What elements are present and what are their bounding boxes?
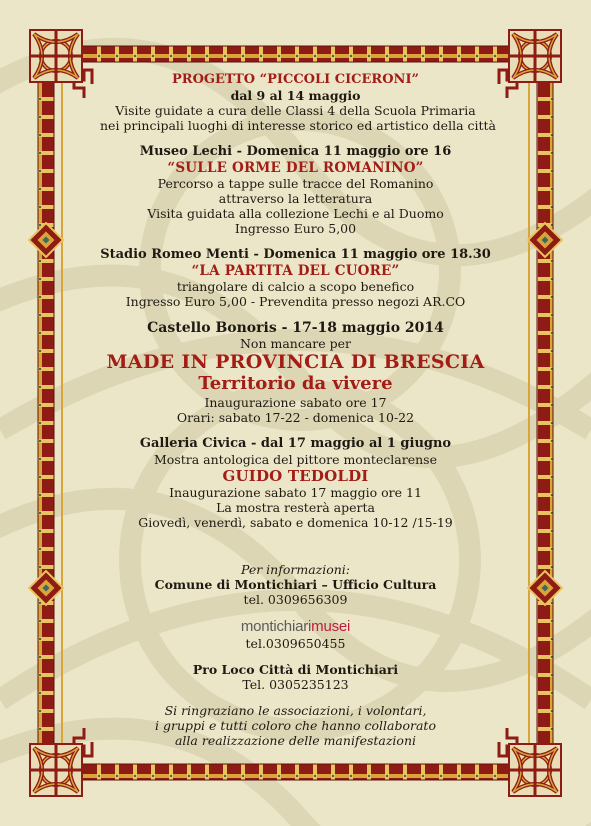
- diamond-ornament-icon: [528, 223, 562, 257]
- section-title: PROGETTO “PICCOLI CICERONI”: [172, 72, 419, 87]
- celtic-knot-icon: [30, 744, 82, 796]
- section-subtitle: Territorio da vivere: [198, 373, 393, 394]
- section-intro: Mostra antologica del pittore monteclarense: [154, 452, 437, 467]
- section-text: Ingresso Euro 5,00: [234, 221, 357, 236]
- thanks-text: alla realizzazione delle manifestazioni: [174, 733, 417, 748]
- logo-text-part2: musei: [311, 618, 351, 635]
- section-text: Visita guidata alla collezione Lechi e al Duomo: [147, 206, 444, 221]
- logo-text-part1: montichiari: [240, 618, 312, 635]
- thanks-text: i gruppi e tutti coloro che hanno collaborato: [155, 718, 436, 733]
- montichiari-musei-logo: [100, 618, 491, 636]
- info-label: Per informazioni:: [240, 562, 351, 577]
- info-phone: tel. 0309656309: [243, 592, 348, 607]
- info-office: Comune di Montichiari – Ufficio Cultura: [154, 577, 437, 592]
- info-phone: Tel. 0305235123: [242, 677, 349, 692]
- section-text: nei principali luoghi di interesse storico ed artistico della città: [100, 118, 496, 133]
- diamond-ornament-icon: [528, 571, 562, 605]
- section-text: attraverso la letteratura: [218, 191, 373, 206]
- section-header: Stadio Romeo Menti - Domenica 11 maggio ore 18.30: [100, 247, 491, 262]
- thanks-text: Si ringraziano le associazioni, i volontari,: [164, 703, 427, 718]
- section-text: Visite guidate a cura delle Classi 4 della Scuola Primaria: [115, 103, 476, 118]
- section-title: “LA PARTITA DEL CUORE”: [191, 263, 400, 279]
- celtic-knot-icon: [30, 30, 82, 82]
- celtic-knot-icon: [509, 744, 561, 796]
- section-stadio-romeo-menti: [100, 247, 491, 309]
- celtic-knot-icon: [509, 30, 561, 82]
- section-piccoli-ciceroni: [100, 72, 496, 133]
- section-text: Ingresso Euro 5,00 - Prevendita presso negozi AR.CO: [125, 294, 466, 309]
- proloco-name: Pro Loco Città di Montichiari: [192, 662, 399, 677]
- section-dates: dal 9 al 14 maggio: [230, 88, 361, 103]
- section-text: La mostra resterà aperta: [216, 500, 375, 515]
- section-galleria-civica: [100, 436, 491, 530]
- section-title: “SULLE ORME DEL ROMANINO”: [167, 160, 424, 176]
- section-text: Inaugurazione sabato ore 17: [204, 395, 387, 410]
- section-text: Inaugurazione sabato 17 maggio ore 11: [169, 485, 422, 500]
- info-section: [100, 562, 491, 692]
- section-title: MADE IN PROVINCIA DI BRESCIA: [106, 351, 485, 373]
- diamond-ornament-icon: [29, 571, 63, 605]
- section-header: Museo Lechi - Domenica 11 maggio ore 16: [139, 144, 452, 159]
- section-intro: Non mancare per: [239, 336, 352, 351]
- section-castello-bonoris: [100, 320, 491, 425]
- section-museo-lechi: [100, 144, 491, 236]
- section-header: Galleria Civica - dal 17 maggio al 1 giugno: [139, 436, 452, 451]
- section-text: Percorso a tappe sulle tracce del Romanino: [157, 176, 434, 191]
- section-text: triangolare di calcio a scopo benefico: [176, 279, 415, 294]
- section-title: GUIDO TEDOLDI: [222, 467, 369, 485]
- thanks-section: [100, 703, 491, 748]
- section-text: Orari: sabato 17-22 - domenica 10-22: [176, 410, 415, 425]
- info-phone: tel.0309650455: [245, 636, 346, 651]
- diamond-ornament-icon: [29, 223, 63, 257]
- section-header: Castello Bonoris - 17-18 maggio 2014: [147, 320, 444, 336]
- section-text: Giovedì, venerdì, sabato e domenica 10-12 /15-19: [138, 515, 453, 530]
- flyer-content: [100, 72, 496, 748]
